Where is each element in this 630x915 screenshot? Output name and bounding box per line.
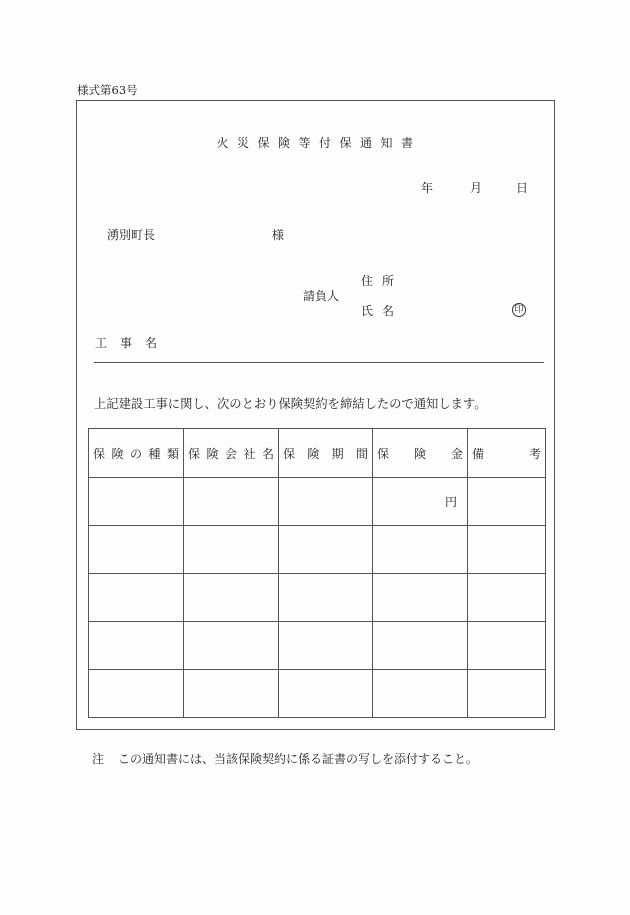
header-char: 備 [472,446,485,461]
header-char: 険 [206,446,219,461]
header-char: 名 [261,446,274,461]
date-year-label: 年 [421,181,434,195]
intro-text: 上記建設工事に関し、次のとおり保険契約を締結したので通知します。 [94,397,487,411]
table-row [89,478,546,526]
contractor-role-label: 請負人 [303,289,340,303]
header-char: 社 [243,446,256,461]
form-number: 様式第63号 [77,83,138,97]
header-insurance-company [184,429,279,478]
cell-remarks[interactable] [468,670,546,718]
cell-remarks[interactable] [468,478,546,526]
header-char: 間 [355,446,368,461]
date-month-label: 月 [470,181,483,195]
header-char: 考 [528,446,541,461]
cell-insurance-company[interactable] [184,526,279,574]
work-name-label: 工事名 [95,336,171,350]
cell-insurance-period[interactable] [279,526,373,574]
cell-insured-amount[interactable] [373,574,468,622]
header-char: 険 [413,446,426,461]
cell-insurance-type[interactable] [89,526,184,574]
insurance-table [88,428,546,718]
header-char: 類 [166,446,179,461]
cell-insurance-period[interactable] [279,478,373,526]
cell-insurance-period[interactable] [279,574,373,622]
header-insurance-period [279,429,373,478]
cell-remarks[interactable] [468,622,546,670]
table-row [89,526,546,574]
document-title: 火災保険等付保通知書 [216,136,422,150]
footnote-mark: 注 [92,752,105,766]
header-char: 険 [111,446,124,461]
header-char: 保 [188,446,201,461]
cell-insurance-period[interactable] [279,670,373,718]
footnote [92,753,478,765]
cell-insurance-company[interactable] [184,622,279,670]
cell-remarks[interactable] [468,574,546,622]
header-char: 金 [450,446,463,461]
cell-insurance-company[interactable] [184,478,279,526]
header-remarks [468,429,546,478]
table-header-row [89,429,546,478]
header-char: 保 [283,446,296,461]
cell-insurance-period[interactable] [279,622,373,670]
cell-insurance-company[interactable] [184,574,279,622]
work-name-underline [94,362,544,363]
header-char: 保 [93,446,106,461]
seal-icon: 印 [512,303,526,317]
header-insured-amount [373,429,468,478]
header-char: 保 [377,446,390,461]
cell-remarks[interactable] [468,526,546,574]
table-row [89,670,546,718]
header-char: 種 [148,446,161,461]
date-day-label: 日 [516,181,529,195]
footnote-text: この通知書には、当該保険契約に係る証書の写しを添付すること。 [118,752,479,766]
header-char: の [129,446,142,461]
cell-insurance-company[interactable] [184,670,279,718]
cell-insurance-type[interactable] [89,622,184,670]
cell-insured-amount[interactable]: 円 [373,478,468,526]
name-label: 氏名 [361,304,404,318]
header-insurance-type [89,429,184,478]
addressee-honorific: 様 [272,228,285,242]
cell-insured-amount[interactable] [373,526,468,574]
address-label: 住所 [361,274,404,288]
header-char: 会 [224,446,237,461]
addressee-name: 湧別町長 [107,228,156,242]
cell-insurance-type[interactable] [89,574,184,622]
cell-insured-amount[interactable] [373,622,468,670]
table-row [89,622,546,670]
table-row [89,574,546,622]
cell-insurance-type[interactable] [89,478,184,526]
header-char: 険 [307,446,320,461]
cell-insurance-type[interactable] [89,670,184,718]
cell-insured-amount[interactable] [373,670,468,718]
header-char: 期 [331,446,344,461]
